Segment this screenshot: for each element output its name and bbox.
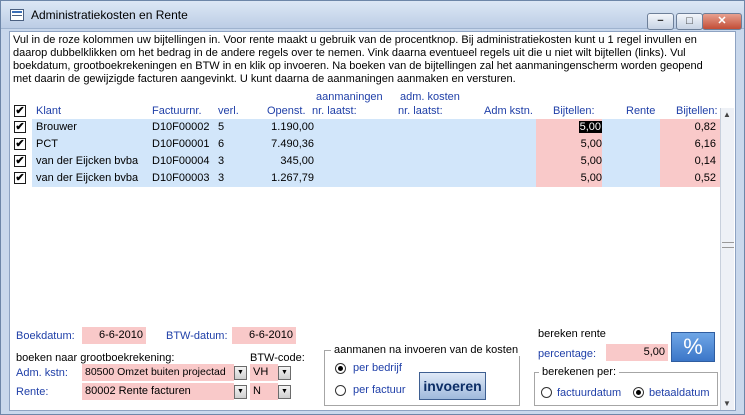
cell-openst: 345,00 bbox=[280, 155, 314, 167]
cell-klant: van der Eijcken bvba bbox=[36, 172, 139, 184]
aanmanen-group-title: aanmanen na invoeren van de kosten bbox=[331, 344, 521, 356]
percentage-field[interactable]: 5,00 bbox=[606, 344, 668, 361]
cell-bijtellen-adm[interactable]: 5,00 bbox=[580, 138, 602, 150]
cell-klant: PCT bbox=[36, 138, 58, 150]
rente-rekening-dropdown-icon[interactable]: ▼ bbox=[234, 385, 247, 399]
table-row[interactable] bbox=[32, 119, 720, 136]
rente-rekening-select[interactable]: 80002 Rente facturen bbox=[82, 383, 234, 400]
btwcode-label: BTW-code: bbox=[250, 352, 305, 364]
col-header-bijtellen-adm[interactable]: Bijtellen: bbox=[553, 105, 595, 117]
cell-bijtellen-rente[interactable]: 0,14 bbox=[694, 155, 716, 167]
cell-verl: 3 bbox=[218, 172, 225, 184]
table-row[interactable] bbox=[32, 136, 720, 153]
cell-bijtellen-adm[interactable]: 5,00 bbox=[580, 155, 602, 167]
adm-rekening-select[interactable]: 80500 Omzet buiten projectad bbox=[82, 364, 234, 381]
cell-openst: 1.267,79 bbox=[271, 172, 314, 184]
cell-openst: 1.190,00 bbox=[271, 121, 314, 133]
col-header-klant[interactable]: Klant bbox=[36, 105, 62, 117]
row-checkbox[interactable]: ✔ bbox=[15, 155, 25, 167]
col-header-admkosten: adm. kosten bbox=[400, 91, 460, 103]
col-header-openst[interactable]: Openst. bbox=[267, 105, 306, 117]
col-header-factuurnr[interactable]: Factuurnr. bbox=[152, 105, 202, 117]
per-factuur-label[interactable]: per factuur bbox=[353, 384, 406, 396]
title-bar[interactable] bbox=[1, 1, 744, 29]
cell-factuurnr: D10F00002 bbox=[152, 121, 210, 133]
adm-btw-select[interactable]: VH bbox=[250, 364, 278, 381]
factuurdatum-label[interactable]: factuurdatum bbox=[557, 387, 622, 399]
scroll-down-icon[interactable]: ▼ bbox=[723, 399, 731, 408]
adm-rekening-dropdown-icon[interactable]: ▼ bbox=[234, 366, 247, 380]
bereken-rente-label: bereken rente bbox=[538, 328, 606, 340]
form-body bbox=[9, 31, 736, 411]
rente-btw-dropdown-icon[interactable]: ▼ bbox=[278, 385, 291, 399]
cell-verl: 3 bbox=[218, 155, 225, 167]
per-bedrijf-radio[interactable] bbox=[335, 363, 346, 374]
betaaldatum-radio[interactable] bbox=[633, 387, 644, 398]
col-header-rente[interactable]: Rente bbox=[626, 105, 656, 117]
scroll-thumb[interactable] bbox=[722, 242, 734, 248]
row-checkbox[interactable]: ✔ bbox=[15, 138, 25, 150]
close-button[interactable]: ✕ bbox=[702, 13, 742, 30]
minimize-button[interactable]: − bbox=[647, 13, 674, 30]
betaaldatum-label[interactable]: betaaldatum bbox=[649, 387, 710, 399]
cell-bijtellen-adm[interactable]: 5,00 bbox=[580, 172, 602, 184]
cell-factuurnr: D10F00003 bbox=[152, 172, 210, 184]
select-all-checkbox[interactable]: ✔ bbox=[15, 105, 25, 117]
per-factuur-radio[interactable] bbox=[335, 385, 346, 396]
cell-bijtellen-rente[interactable]: 0,52 bbox=[694, 172, 716, 184]
form-icon bbox=[10, 9, 24, 21]
adm-kstn-label: Adm. kstn: bbox=[16, 367, 68, 379]
cell-klant: van der Eijcken bvba bbox=[36, 155, 139, 167]
cell-bijtellen-adm[interactable]: 5,00 bbox=[579, 121, 601, 133]
row-checkbox[interactable]: ✔ bbox=[15, 121, 25, 133]
cell-openst: 7.490,36 bbox=[271, 138, 314, 150]
berekenen-per-title: berekenen per: bbox=[539, 366, 619, 378]
cell-bijtellen-rente[interactable]: 6,16 bbox=[694, 138, 716, 150]
invoeren-button[interactable]: invoeren bbox=[419, 372, 486, 400]
window-title: Administratiekosten en Rente bbox=[31, 8, 188, 22]
row-checkbox[interactable]: ✔ bbox=[15, 172, 25, 184]
boekdatum-label: Boekdatum: bbox=[16, 330, 75, 342]
rente-label: Rente: bbox=[16, 386, 49, 398]
adm-btw-dropdown-icon[interactable]: ▼ bbox=[278, 366, 291, 380]
cell-klant: Brouwer bbox=[36, 121, 77, 133]
percent-button[interactable]: % bbox=[671, 332, 715, 362]
cell-verl: 5 bbox=[218, 121, 225, 133]
table-row[interactable] bbox=[32, 153, 720, 170]
rente-btw-select[interactable]: N bbox=[250, 383, 278, 400]
vertical-scrollbar[interactable] bbox=[720, 108, 734, 410]
table-row[interactable] bbox=[32, 170, 720, 187]
col-header-adm-kstn[interactable]: Adm kstn. bbox=[484, 105, 533, 117]
col-header-verl[interactable]: verl. bbox=[218, 105, 239, 117]
col-header-admkosten-nr[interactable]: nr. laatst: bbox=[398, 105, 443, 117]
col-header-bijtellen-rente[interactable]: Bijtellen: bbox=[676, 105, 718, 117]
factuurdatum-radio[interactable] bbox=[541, 387, 552, 398]
scroll-up-icon[interactable]: ▲ bbox=[723, 110, 731, 119]
cell-bijtellen-rente[interactable]: 0,82 bbox=[694, 121, 716, 133]
btwdatum-label: BTW-datum: bbox=[166, 330, 228, 342]
instructions-text: Vul in de roze kolommen uw bijtellingen in. Voor rente maakt u gebruik van de procentknop. Bij administratiekosten kunt u 1 regel invullen en daarop dubbelklikken om het bedrag in de andere regels over te nemen. Vink daarna eventueel regels uit die u niet wilt bijtellen (links). Vul boekdatum, grootboekrekeningen en BTW in en klik op invoeren. Na boeken van de bijtellingen zal het aanmaningenscherm worden geopend met daarin de gewijzigde facturen aangevinkt. U kunt daarna de aanmaningen aanmaken en versturen. bbox=[13, 34, 703, 85]
berekenen-per-group bbox=[534, 366, 718, 406]
boeken-label: boeken naar grootboekrekening: bbox=[16, 352, 175, 364]
cell-verl: 6 bbox=[218, 138, 225, 150]
cell-factuurnr: D10F00001 bbox=[152, 138, 210, 150]
cell-factuurnr: D10F00004 bbox=[152, 155, 210, 167]
col-header-aanmaningen-nr[interactable]: nr. laatst: bbox=[312, 105, 357, 117]
col-header-aanmaningen: aanmaningen bbox=[316, 91, 383, 103]
btwdatum-field[interactable]: 6-6-2010 bbox=[232, 327, 296, 344]
per-bedrijf-label[interactable]: per bedrijf bbox=[353, 362, 402, 374]
maximize-button[interactable]: □ bbox=[676, 13, 703, 30]
boekdatum-field[interactable]: 6-6-2010 bbox=[82, 327, 146, 344]
percentage-label: percentage: bbox=[538, 348, 597, 360]
